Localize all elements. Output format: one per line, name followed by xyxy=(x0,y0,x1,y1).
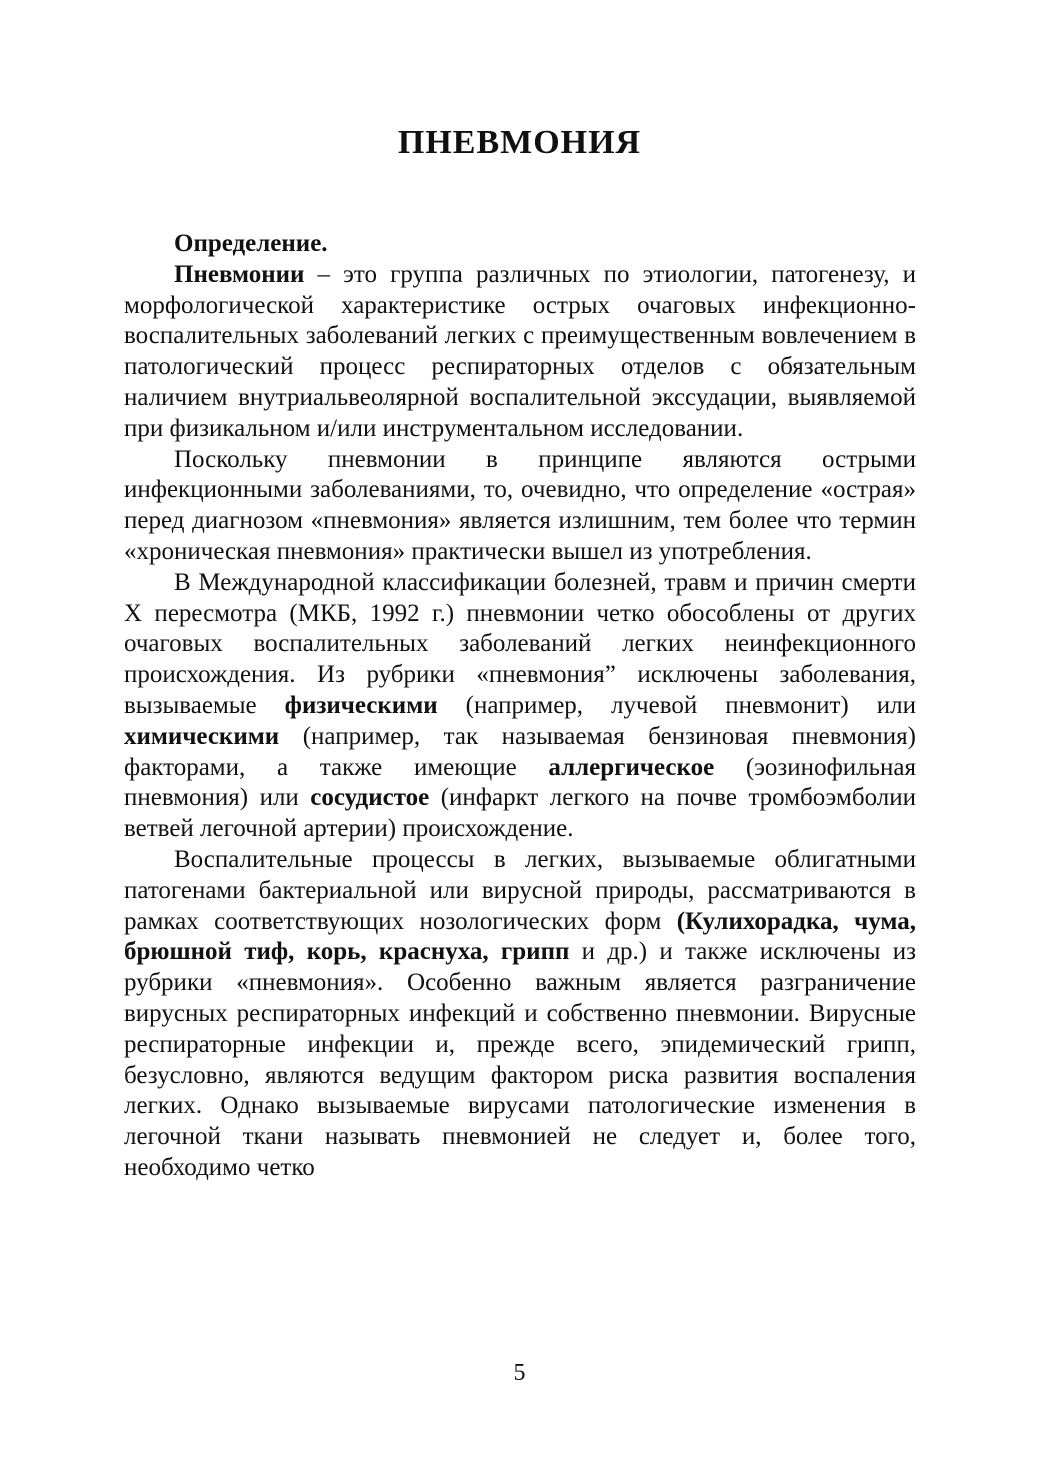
text-run: Воспалительные процессы в легких, вызываемые облигатными патогенами бактериальной или вирусной природы, рассматриваются в рамках соответствующих нозологических форм xyxy=(124,845,916,935)
bold-term: химическими xyxy=(124,722,280,750)
bold-term: сосудистое xyxy=(310,784,430,812)
text-run: (например, лучевой пневмонит) или xyxy=(437,691,916,719)
document-body xyxy=(124,229,916,1184)
bold-term: физическими xyxy=(284,691,438,719)
text-run: и др.) и также исключены из рубрики «пневмония». Особенно важным является разграничение вирусных респираторных инфекций и собственно пневмонии. Вирусные респираторные инфекции и, прежде всего, эпидемический грипп, безусловно, являются ведущим фактором риска развития воспаления легких. Однако вызываемые вирусами патологические изменения в легочной ткани называть пневмонией не следует и, более того, необходимо четко xyxy=(124,938,916,1181)
body-paragraph xyxy=(124,260,916,445)
section-heading: Определение. xyxy=(174,230,328,257)
bold-term: (Кулихорадка, чума, брюшной тиф, корь, краснуха, грипп xyxy=(124,907,916,966)
text-run: – это группа различных по этиологии, патогенезу, и морфологической характеристике острых очаговых инфекционно-воспалительных заболеваний легких с преимущественным вовлечением в патологический процесс респираторных отделов с обязательным наличием внутриальвеолярной воспалительной экссудации, выявляемой при физикальном и/или инструментальном исследовании. xyxy=(124,260,916,442)
page-title: ПНЕВМОНИЯ xyxy=(397,124,642,161)
paragraph-list xyxy=(124,260,916,1184)
bold-term: аллергическое xyxy=(548,753,715,781)
page-number: 5 xyxy=(513,1360,526,1386)
body-paragraph xyxy=(124,568,916,845)
text-run: Поскольку пневмонии в принципе являются острыми инфекционными заболеваниями, то, очевидно, что определение «острая» перед диагнозом «пневмония» является излишним, тем более что термин «хроническая пневмония» практически вышел из употребления. xyxy=(124,445,916,565)
text-run: (инфаркт легкого на почве тромбоэмболии ветвей легочной артерии) происхождение. xyxy=(124,784,917,843)
text-run: В Международной классификации болезней, травм и причин смерти X пересмотра (МКБ, 1992 г.) пневмонии четко обособлены от других очаговых воспалительных заболеваний легких неинфекционного происхождения. Из рубрики «пневмония” исключены заболевания, вызываемые xyxy=(124,568,916,719)
text-run: (эозинофильная пневмония) или xyxy=(124,753,916,812)
body-paragraph xyxy=(124,445,916,568)
body-paragraph xyxy=(124,845,916,1184)
bold-term: Пневмонии xyxy=(174,260,305,288)
text-run: (например, так называемая бензиновая пневмония) факторами, а также имеющие xyxy=(124,722,916,781)
